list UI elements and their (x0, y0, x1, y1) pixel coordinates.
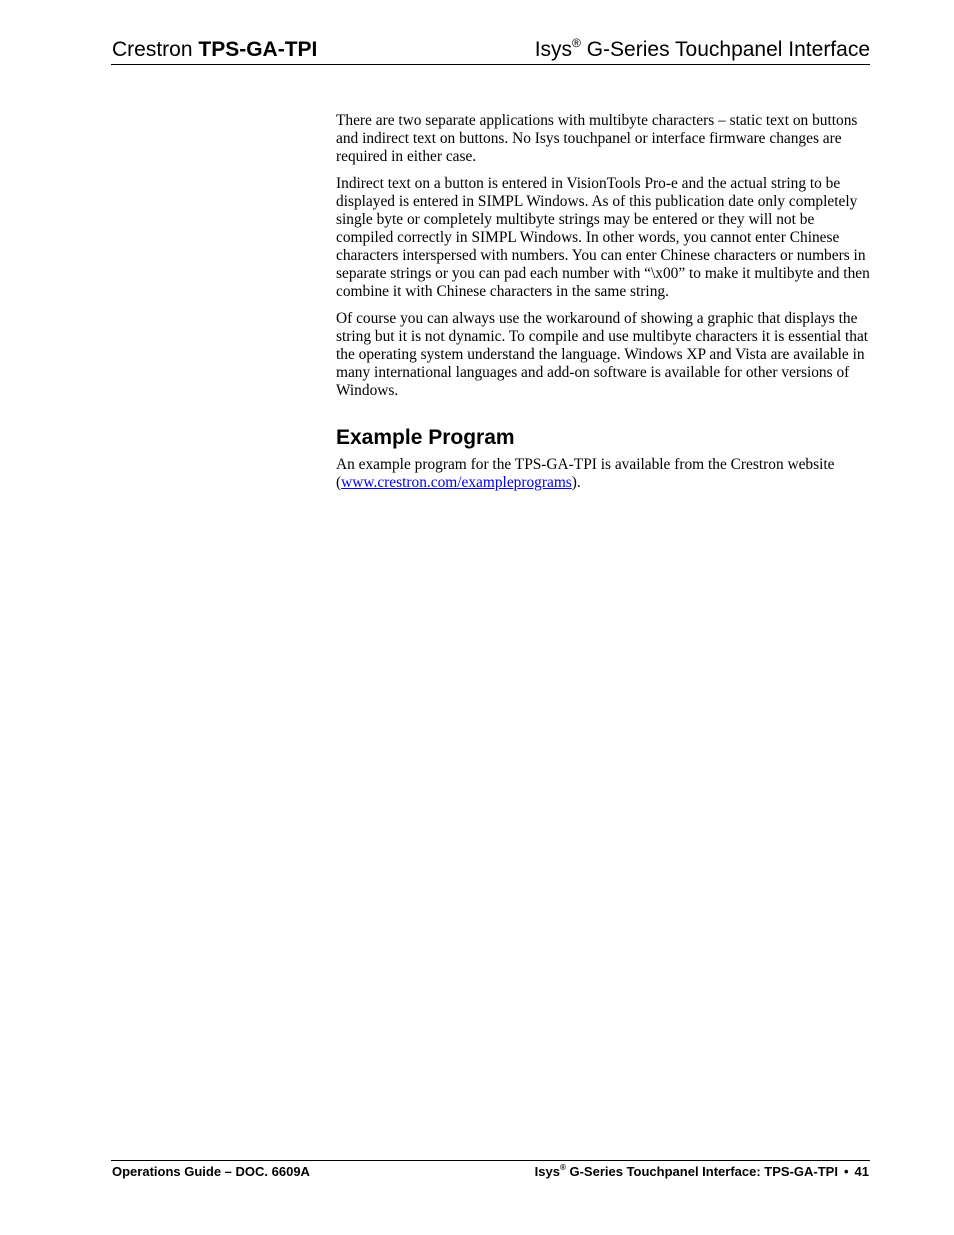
bullet-separator: • (843, 1164, 849, 1179)
main-content (336, 112, 872, 501)
footer-doc-id: Operations Guide – DOC. 6609A (112, 1164, 310, 1179)
header-model: TPS-GA-TPI (198, 38, 318, 61)
footer-title-prefix: Isys (534, 1164, 560, 1179)
page-footer (111, 1160, 870, 1183)
body-paragraph: There are two separate applications with multibyte characters – static text on buttons and indirect text on buttons. No Isys touchpanel or interface firmware changes are required in either case. (336, 112, 858, 165)
header-brand-model (112, 36, 317, 64)
registered-mark: ® (572, 36, 581, 50)
page-header (111, 36, 870, 65)
header-brand: Crestron (112, 38, 193, 61)
body-paragraph: Indirect text on a button is entered in VisionTools Pro-e and the actual string to be displayed is entered in SIMPL Windows. As of this publication date only completely single byte or completely multibyte strings may be entered or they will not be compiled correctly in SIMPL Windows. In other words, you cannot enter Chinese characters interspersed with numbers. You can enter Chinese characters or numbers in separate strings or you can pad each number with “\x00” to make it multibyte and then combine it with Chinese characters in the same string. (336, 175, 870, 300)
registered-mark: ® (559, 1163, 566, 1172)
example-programs-link[interactable]: www.crestron.com/exampleprograms (341, 474, 572, 491)
footer-title (535, 1162, 869, 1182)
header-title-suffix: G-Series Touchpanel Interface (580, 38, 870, 61)
section-heading: Example Program (336, 426, 515, 449)
page-number: 41 (854, 1164, 869, 1179)
example-text-after: ). (571, 474, 581, 491)
example-text-before: An example program for the TPS-GA-TPI is available from the Crestron website ( (336, 456, 835, 491)
header-title (535, 36, 870, 64)
example-paragraph (336, 456, 872, 492)
header-title-prefix: Isys (534, 38, 573, 61)
footer-title-suffix: G-Series Touchpanel Interface: TPS-GA-TPI (565, 1164, 838, 1179)
body-paragraph: Of course you can always use the workaround of showing a graphic that displays the string but it is not dynamic. To compile and use multibyte characters it is essential that the operating system understand the language. Windows XP and Vista are available in many international languages and add-on software is available for other versions of Windows. (336, 310, 869, 399)
